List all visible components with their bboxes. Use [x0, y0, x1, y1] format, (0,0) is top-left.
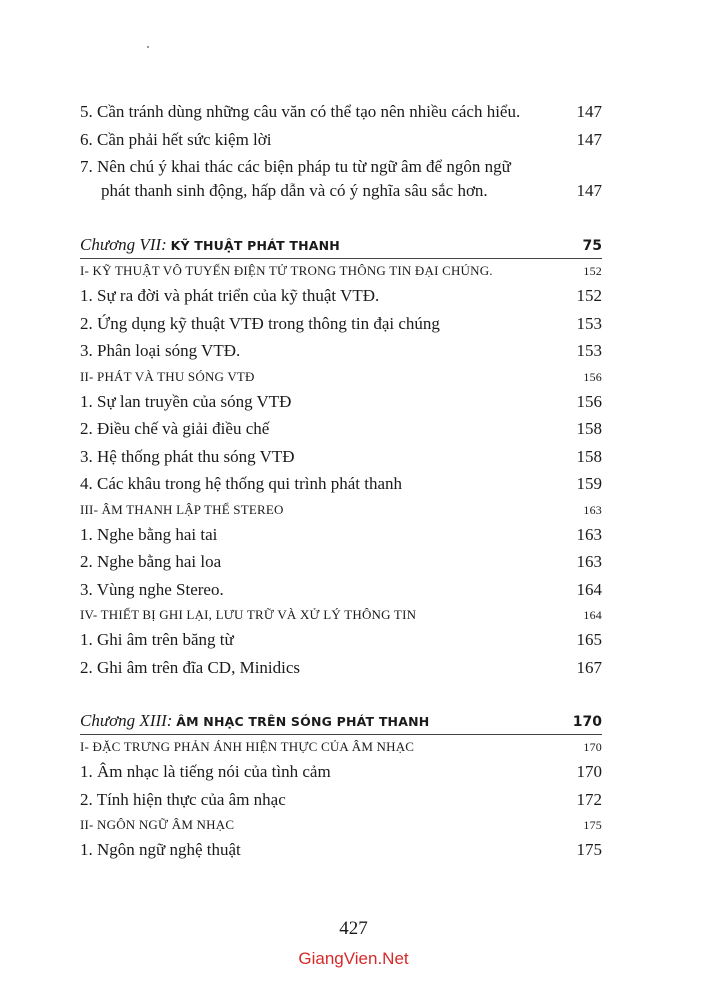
section-title: III- ÂM THANH LẬP THỂ STEREO — [80, 501, 284, 517]
toc-entry-title: 5. Cần tránh dùng những câu văn có thể tạo nên nhiều cách hiểu. — [80, 102, 521, 121]
toc-entry-page: 156 — [576, 391, 602, 411]
toc-entry-line-continued: phát thanh sinh động, hấp dẫn và có ý nghĩa sâu sắc hơn. — [101, 181, 488, 200]
toc-entry — [80, 576, 602, 604]
section-page: 175 — [583, 818, 602, 832]
section-title: IV- THIẾT BỊ GHI LẠI, LƯU TRỮ VÀ XỬ LÝ THÔNG TIN — [80, 607, 417, 622]
chapter-title-group — [80, 708, 573, 735]
section-page: 156 — [583, 369, 602, 384]
toc-entry — [80, 521, 602, 549]
toc-entry-title: 2. Ghi âm trên đĩa CD, Minidics — [80, 657, 301, 677]
toc-entry-title: 3. Hệ thống phát thu sóng VTĐ — [80, 446, 295, 466]
toc-entry-title: 1. Nghe bằng hai tai — [80, 524, 218, 544]
toc-entry-title: 2. Điều chế và giải điều chế — [80, 419, 270, 438]
toc-entry — [80, 626, 602, 654]
section-title: I- ĐẶC TRƯNG PHẢN ÁNH HIỆN THỰC CỦA ÂM NHẠC — [80, 739, 415, 754]
toc-entry-page: 165 — [576, 630, 602, 649]
chapter-title-group — [80, 232, 583, 259]
section-title: II- PHÁT VÀ THU SÓNG VTĐ — [80, 368, 255, 384]
section-title: I- KỸ THUẬT VÔ TUYẾN ĐIỆN TỬ TRONG THÔNG TIN ĐẠI CHÚNG. — [80, 263, 493, 278]
toc-entry-title: 1. Sự ra đời và phát triển của kỹ thuật VTĐ. — [80, 286, 380, 305]
toc-entry-page: 172 — [576, 789, 602, 809]
toc-entry-page: 163 — [576, 524, 602, 544]
section-page: 152 — [583, 264, 602, 278]
toc-entry — [80, 786, 602, 814]
page-number: 427 — [339, 918, 368, 939]
section-heading — [80, 258, 602, 282]
toc-entry-page: 147 — [576, 181, 602, 200]
toc-entry-page: 170 — [576, 762, 602, 781]
toc-entry — [80, 654, 602, 682]
toc-entry — [80, 310, 602, 338]
toc-entry-page: 153 — [576, 341, 602, 360]
toc-entry — [80, 153, 602, 205]
section-heading — [80, 734, 602, 758]
toc-entry-title: 4. Các khâu trong hệ thống qui trình phát thanh — [80, 474, 402, 493]
toc-entry-title: 1. Ngôn ngữ nghệ thuật — [80, 840, 241, 859]
toc-entry — [80, 388, 602, 416]
toc-entry — [80, 470, 602, 498]
toc-entry — [80, 98, 602, 126]
toc-entry — [80, 443, 602, 471]
toc-entry — [80, 126, 602, 154]
chapter-page: 170 — [572, 714, 602, 730]
toc-entry — [80, 836, 602, 864]
watermark: GiangVien.Net — [298, 949, 409, 968]
section-heading — [80, 498, 602, 521]
toc-entry-page: 164 — [576, 579, 602, 599]
toc-entry-title: 6. Cần phải hết sức kiệm lời — [80, 129, 272, 149]
toc-entry-page: 153 — [576, 313, 602, 333]
toc-entry — [80, 337, 602, 365]
toc-entry-page: 158 — [576, 446, 602, 466]
chapter-label: Chương XIII: — [80, 711, 173, 730]
chapter-page: 75 — [582, 238, 602, 254]
section-title: II- NGÔN NGỮ ÂM NHẠC — [80, 817, 235, 832]
section-heading — [80, 365, 602, 388]
chapter-heading — [80, 232, 602, 258]
toc-entry-page: 147 — [576, 129, 602, 149]
section-heading — [80, 603, 602, 626]
toc-entry-title: 3. Phân loại sóng VTĐ. — [80, 341, 241, 360]
margin-mark — [147, 46, 149, 48]
chapter-label: Chương VII: — [80, 235, 167, 254]
toc-entry-page: 163 — [576, 552, 602, 571]
toc-entry-page: 147 — [576, 102, 602, 121]
toc-entry-page: 152 — [576, 286, 602, 305]
toc-entry-page: 167 — [576, 657, 602, 677]
toc-entry-title: 2. Ứng dụng kỹ thuật VTĐ trong thông tin đại chúng — [80, 313, 440, 333]
toc-entry — [80, 282, 602, 310]
chapter-title: KỸ THUẬT PHÁT THANH — [170, 238, 340, 253]
chapter-title: ÂM NHẠC TRÊN SÓNG PHÁT THANH — [176, 714, 430, 729]
toc-entry — [80, 758, 602, 786]
toc-entry-page: 158 — [576, 419, 602, 438]
section-heading — [80, 813, 602, 836]
toc-entry-title: 1. Âm nhạc là tiếng nói của tình cảm — [80, 762, 331, 781]
toc-entry — [80, 548, 602, 576]
toc-entry-title: 2. Tính hiện thực của âm nhạc — [80, 789, 286, 809]
table-of-contents — [80, 98, 602, 864]
toc-entry-title: 1. Ghi âm trên băng từ — [80, 630, 234, 649]
section-page: 163 — [583, 502, 602, 517]
toc-entry-page: 159 — [576, 474, 602, 493]
section-page: 170 — [583, 740, 602, 754]
toc-entry — [80, 415, 602, 443]
toc-entry-title: 1. Sự lan truyền của sóng VTĐ — [80, 391, 292, 411]
toc-entry-title: 3. Vùng nghe Stereo. — [80, 579, 224, 599]
chapter-heading — [80, 708, 602, 734]
toc-entry-page: 175 — [576, 840, 602, 859]
toc-entry-line: 7. Nên chú ý khai thác các biện pháp tu từ ngữ âm để ngôn ngữ — [80, 157, 511, 176]
toc-entry-title — [80, 155, 577, 203]
toc-entry-title: 2. Nghe bằng hai loa — [80, 552, 222, 571]
section-page: 164 — [583, 608, 602, 622]
